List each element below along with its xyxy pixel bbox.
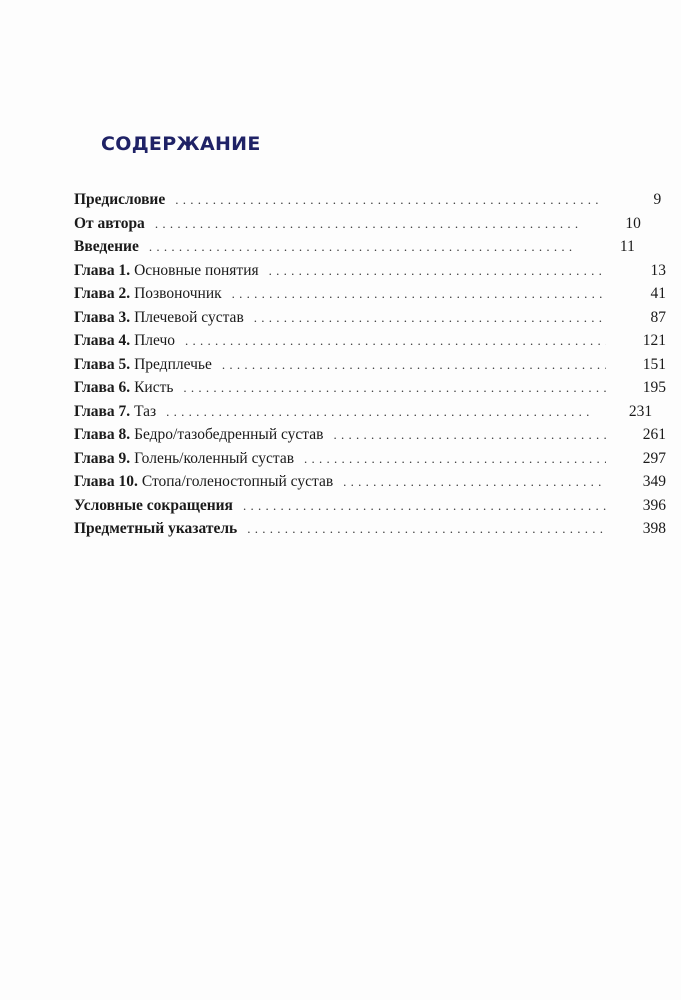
toc-entry-prefix: Глава 7. bbox=[74, 402, 131, 420]
toc-page-number: 87 bbox=[650, 308, 666, 326]
toc-page-number: 261 bbox=[642, 426, 666, 443]
toc-entry-label: Стопа/голеностопный сустав bbox=[141, 473, 334, 490]
toc-entry-prefix: Глава 3. bbox=[74, 308, 131, 326]
toc-entry-label: Плечевой сустав bbox=[134, 308, 244, 326]
dot-leader bbox=[329, 423, 606, 447]
toc-entry-label: Бедро/тазобедренный сустав bbox=[134, 426, 324, 443]
toc-page-number: 396 bbox=[642, 496, 666, 514]
dot-leader bbox=[218, 353, 606, 377]
dot-leader bbox=[243, 517, 606, 541]
toc-entry-chapter-5[interactable] bbox=[74, 353, 666, 377]
toc-page-number: 10 bbox=[625, 214, 641, 232]
toc-entry-chapter-4[interactable] bbox=[74, 329, 666, 353]
toc-entry-prefix: Глава 1. bbox=[74, 261, 131, 279]
toc-entry-prefix: Глава 4. bbox=[74, 332, 131, 349]
toc-page-number: 9 bbox=[653, 191, 662, 208]
toc-entry-chapter-1[interactable] bbox=[74, 259, 666, 283]
toc-entry-prefix: Введение bbox=[74, 238, 139, 255]
toc-entry-preface[interactable] bbox=[74, 188, 666, 212]
dot-leader bbox=[300, 447, 606, 471]
dot-leader bbox=[179, 376, 606, 400]
toc-page-number: 297 bbox=[642, 449, 666, 467]
toc-entry-prefix: Условные сокращения bbox=[74, 496, 233, 514]
toc-page-number: 11 bbox=[619, 238, 635, 255]
toc-entry-prefix: Глава 10. bbox=[74, 473, 138, 490]
toc-page-number: 398 bbox=[642, 520, 666, 537]
toc-entry-label: Позвоночник bbox=[134, 285, 222, 302]
dot-leader bbox=[145, 235, 575, 259]
dot-leader bbox=[151, 212, 581, 236]
dot-leader bbox=[171, 188, 601, 212]
toc-page-number: 121 bbox=[642, 332, 666, 349]
table-of-contents bbox=[74, 188, 666, 541]
toc-entry-label: Плечо bbox=[134, 332, 176, 349]
toc-page-number: 349 bbox=[642, 473, 666, 490]
toc-entry-chapter-8[interactable] bbox=[74, 423, 666, 447]
dot-leader bbox=[162, 400, 592, 424]
toc-entry-prefix: Глава 6. bbox=[74, 379, 131, 396]
dot-leader bbox=[181, 329, 606, 353]
toc-entry-prefix: Глава 8. bbox=[74, 426, 131, 443]
toc-entry-prefix: Глава 2. bbox=[74, 285, 131, 302]
toc-page-number: 231 bbox=[628, 402, 653, 420]
toc-page-number: 151 bbox=[642, 355, 666, 373]
dot-leader bbox=[250, 306, 606, 330]
dot-leader bbox=[339, 470, 606, 494]
toc-page-number: 41 bbox=[650, 285, 666, 302]
toc-entry-introduction[interactable] bbox=[74, 235, 666, 259]
toc-page-number: 195 bbox=[642, 379, 666, 396]
toc-page-number: 13 bbox=[650, 261, 666, 279]
toc-entry-chapter-6[interactable] bbox=[74, 376, 666, 400]
toc-entry-subject-index[interactable] bbox=[74, 517, 666, 541]
toc-entry-prefix: Предисловие bbox=[74, 191, 166, 208]
toc-entry-from-author[interactable] bbox=[74, 212, 666, 236]
toc-entry-chapter-2[interactable] bbox=[74, 282, 666, 306]
toc-entry-chapter-10[interactable] bbox=[74, 470, 666, 494]
toc-entry-label: Голень/коленный сустав bbox=[134, 449, 295, 467]
toc-entry-prefix: Глава 9. bbox=[74, 449, 131, 467]
toc-entry-chapter-7[interactable] bbox=[74, 400, 666, 424]
toc-entry-label: Предплечье bbox=[134, 355, 212, 373]
toc-entry-label: Кисть bbox=[134, 379, 174, 396]
dot-leader bbox=[228, 282, 606, 306]
toc-entry-prefix: Глава 5. bbox=[74, 355, 131, 373]
toc-entry-chapter-3[interactable] bbox=[74, 306, 666, 330]
toc-entry-label: Основные понятия bbox=[134, 261, 259, 279]
dot-leader bbox=[239, 494, 606, 518]
toc-entry-label: Таз bbox=[134, 402, 157, 420]
page-title: СОДЕРЖАНИЕ bbox=[101, 133, 261, 155]
toc-entry-prefix: Предметный указатель bbox=[74, 520, 238, 537]
toc-entry-chapter-9[interactable] bbox=[74, 447, 666, 471]
toc-entry-abbreviations[interactable] bbox=[74, 494, 666, 518]
dot-leader bbox=[265, 259, 606, 283]
toc-entry-prefix: От автора bbox=[74, 214, 145, 232]
